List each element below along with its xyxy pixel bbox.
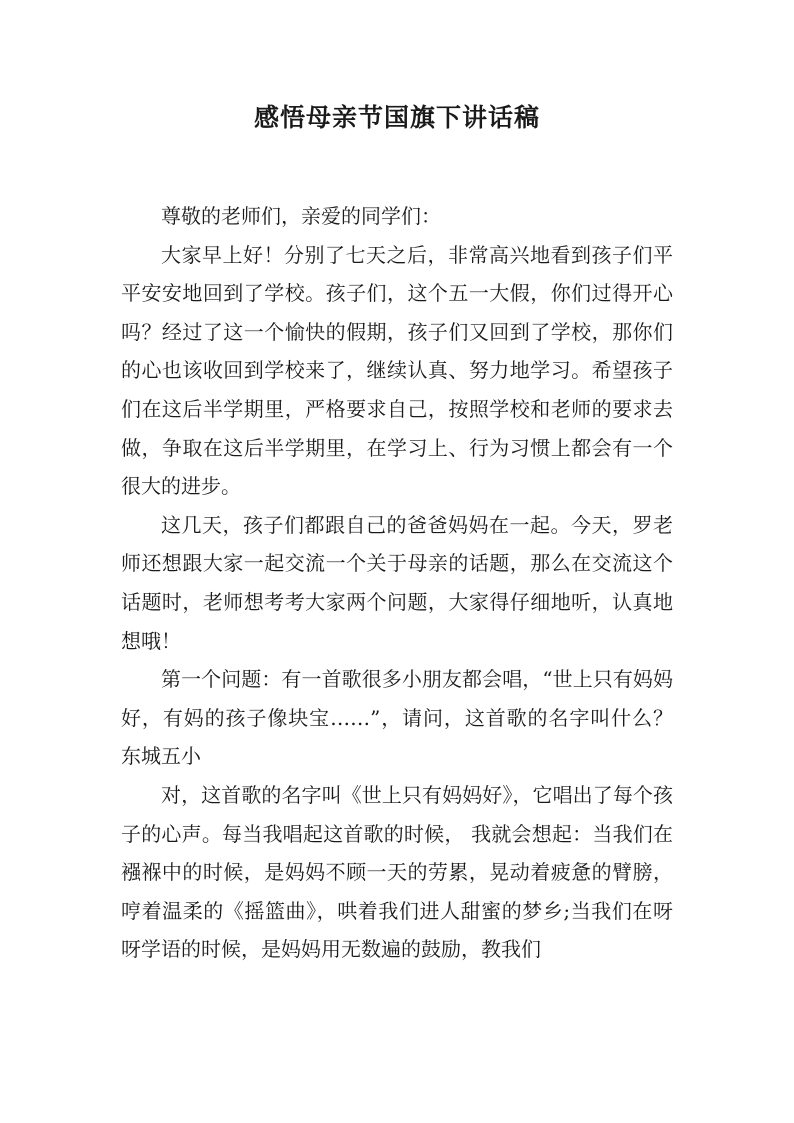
document-body: [121, 197, 673, 969]
body-paragraph-4: 对，这首歌的名字叫《世上只有妈妈好》，它唱出了每个孩子的心声。每当我唱起这首歌的时候， 我就会想起：当我们在襁褓中的时候，是妈妈不顾一天的劳累，晃动着疲惫的臂膀，哼着温柔的《摇篮曲》，哄着我们进人甜蜜的梦乡;当我们在呀呀学语的时候，是妈妈用无数遍的鼓励，教我们: [121, 782, 673, 962]
document-title: 感悟母亲节国旗下讲话稿: [253, 103, 540, 132]
body-paragraph-2: 这几天，孩子们都跟自己的爸爸妈妈在一起。今天，罗老师还想跟大家一起交流一个关于母亲的话题，那么在交流这个话题时，老师想考考大家两个问题，大家得仔细地听，认真地想哦！: [121, 512, 673, 653]
body-paragraph-1: 大家早上好！分别了七天之后，非常高兴地看到孩子们平平安安地回到了学校。孩子们，这个五一大假，你们过得开心吗？经过了这一个愉快的假期，孩子们又回到了学校，那你们的心也该收回到学校来了，继续认真、努力地学习。希望孩子们在这后半学期里，严格要求自己，按照学校和老师的要求去做，争取在这后半学期里，在学习上、行为习惯上都会有一个很大的进步。: [121, 242, 673, 499]
body-paragraph-3: 第一个问题：有一首歌很多小朋友都会唱，“世上只有妈妈好，有妈的孩子像块宝……”，请问，这首歌的名字叫什么？ 东城五小: [121, 667, 673, 769]
salutation-paragraph: 尊敬的老师们，亲爱的同学们：: [161, 204, 441, 228]
